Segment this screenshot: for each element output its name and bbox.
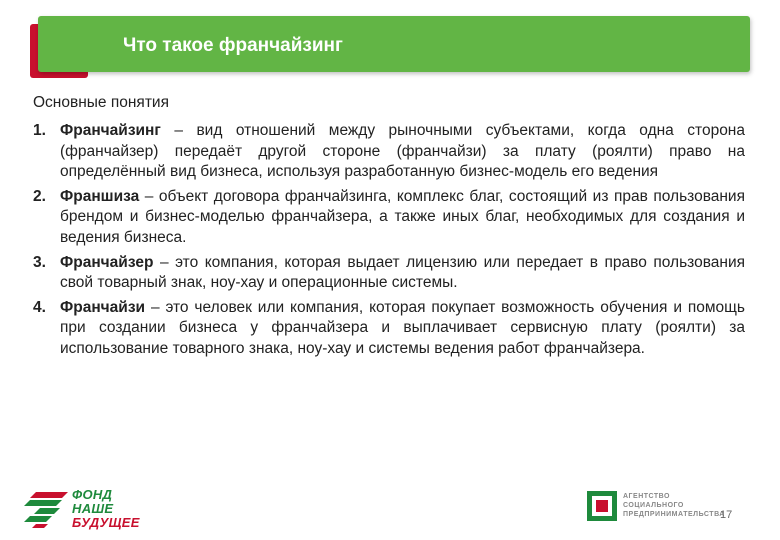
fond-nashe-budushchee-logo (22, 487, 140, 534)
list-item (33, 121, 745, 183)
main-content (33, 93, 745, 364)
section-title: Основные понятия (33, 94, 169, 111)
item-text: – это человек или компания, которая покупает возможность обучения и помощь при создании бизнеса у франчайзера и выплачивает сервисную плату (роялти) за использование товарного знака, ноу-хау и системы ведения работ франчайзера. (60, 298, 745, 357)
item-term: Франчайзи (60, 298, 146, 316)
fond-logo-line3: БУДУЩЕЕ (72, 515, 140, 530)
item-number: 2. (33, 187, 46, 205)
item-text: – объект договора франчайзинга, комплекс благ, состоящий из прав пользования брендом и бизнес-моделью франчайзера, а также иных благ, необходимых для создания и ведения бизнеса. (60, 187, 745, 246)
item-term: Франчайзер (60, 253, 154, 271)
item-text: – это компания, которая выдает лицензию или передает в право пользования свой товарный знак, ноу-хау и операционные системы. (60, 253, 745, 292)
agency-logo (587, 488, 727, 532)
agency-logo-line3: ПРЕДПРИНИМАТЕЛЬСТВА (623, 511, 725, 518)
page-title: Что такое франчайзинг (123, 35, 343, 56)
fond-logo-text (72, 488, 140, 530)
item-text: – вид отношений между рыночными субъектами, когда одна сторона (франчайзер) передаёт другой стороне (франчайзи) за плату (роялти) право на определённый вид бизнеса, используя разработанную бизнес-модель его ведения (60, 122, 745, 181)
list-item (33, 298, 745, 360)
list-item (33, 253, 745, 294)
fond-logo-line2: НАШЕ (72, 501, 114, 516)
fond-logo-line1: ФОНД (72, 487, 113, 502)
agency-logo-text (623, 492, 725, 519)
item-number: 3. (33, 253, 46, 271)
header-banner (28, 14, 753, 78)
agency-square-icon (587, 491, 617, 521)
item-number: 1. (33, 122, 46, 139)
item-number: 4. (33, 298, 46, 316)
page-number: 17 (720, 509, 733, 521)
item-term: Франчайзинг (60, 122, 161, 139)
list-item (33, 187, 745, 249)
item-term: Франшиза (60, 187, 140, 205)
agency-logo-line1: АГЕНТСТВО (623, 493, 671, 500)
stripes-logo-icon (22, 488, 68, 530)
definitions-list (33, 121, 745, 360)
header-green-bar (38, 16, 750, 72)
agency-logo-line2: СОЦИАЛЬНОГО (623, 502, 684, 509)
